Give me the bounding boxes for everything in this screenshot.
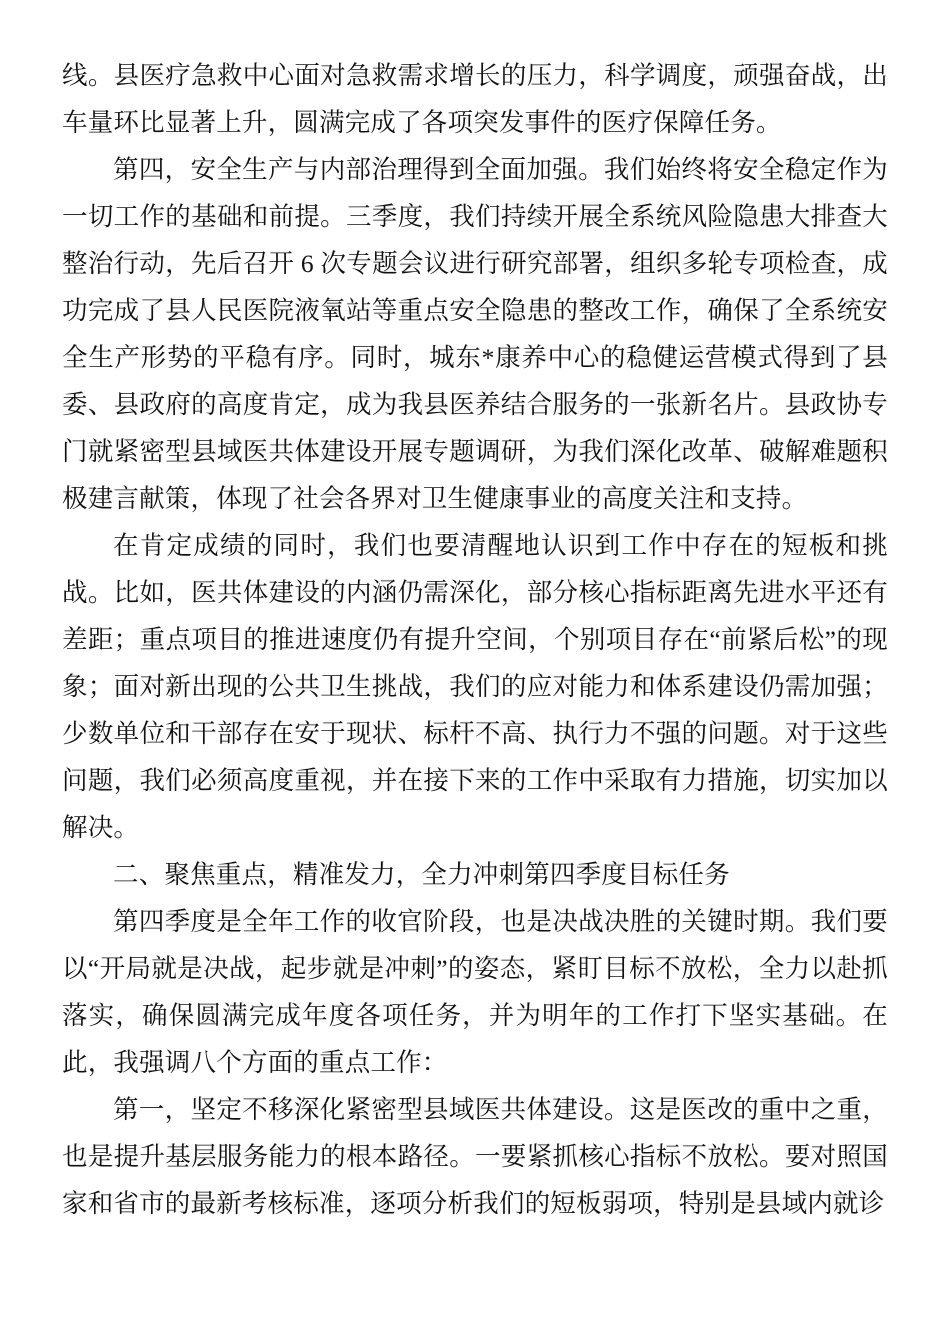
paragraph-6: 第一，坚定不移深化紧密型县域医共体建设。这是医改的重中之重，也是提升基层服务能力的根本路径。一要紧抓核心指标不放松。要对照国家和省市的最新考核标准，逐项分析我们的短板弱项，特别是县域内就诊 <box>62 1095 888 1218</box>
document-body <box>62 52 888 1227</box>
paragraph-1: 线。县医疗急救中心面对急救需求增长的压力，科学调度，顽强奋战，出车量环比显著上升，圆满完成了各项突发事件的医疗保障任务。 <box>62 61 888 137</box>
section-heading-2: 二、聚焦重点，精准发力，全力冲刺第四季度目标任务 <box>113 860 730 889</box>
paragraph-2: 第四，安全生产与内部治理得到全面加强。我们始终将安全稳定作为一切工作的基础和前提。三季度，我们持续开展全系统风险隐患大排查大整治行动，先后召开 6 次专题会议进行研究部署，组织多轮专项检查，成功完成了县人民医院液氧站等重点安全隐患的整改工作，确保了全系统安全生产形势的平稳有序。同时，城东*康养中心的稳健运营模式得到了县委、县政府的高度肯定，成为我县医养结合服务的一张新名片。县政协专门就紧密型县域医共体建设开展专题调研，为我们深化改革、破解难题积极建言献策，体现了社会各界对卫生健康事业的高度关注和支持。 <box>62 155 888 513</box>
paragraph-3: 在肯定成绩的同时，我们也要清醒地认识到工作中存在的短板和挑战。比如，医共体建设的内涵仍需深化，部分核心指标距离先进水平还有差距；重点项目的推进速度仍有提升空间，个别项目存在“前紧后松”的现象；面对新出现的公共卫生挑战，我们的应对能力和体系建设仍需加强；少数单位和干部存在安于现状、标杆不高、执行力不强的问题。对于这些问题，我们必须高度重视，并在接下来的工作中采取有力措施，切实加以解决。 <box>62 531 888 842</box>
paragraph-5: 第四季度是全年工作的收官阶段，也是决战决胜的关键时期。我们要以“开局就是决战，起步就是冲刺”的姿态，紧盯目标不放松，全力以赴抓落实，确保圆满完成年度各项任务，并为明年的工作打下坚实基础。在此，我强调八个方面的重点工作： <box>62 907 888 1077</box>
